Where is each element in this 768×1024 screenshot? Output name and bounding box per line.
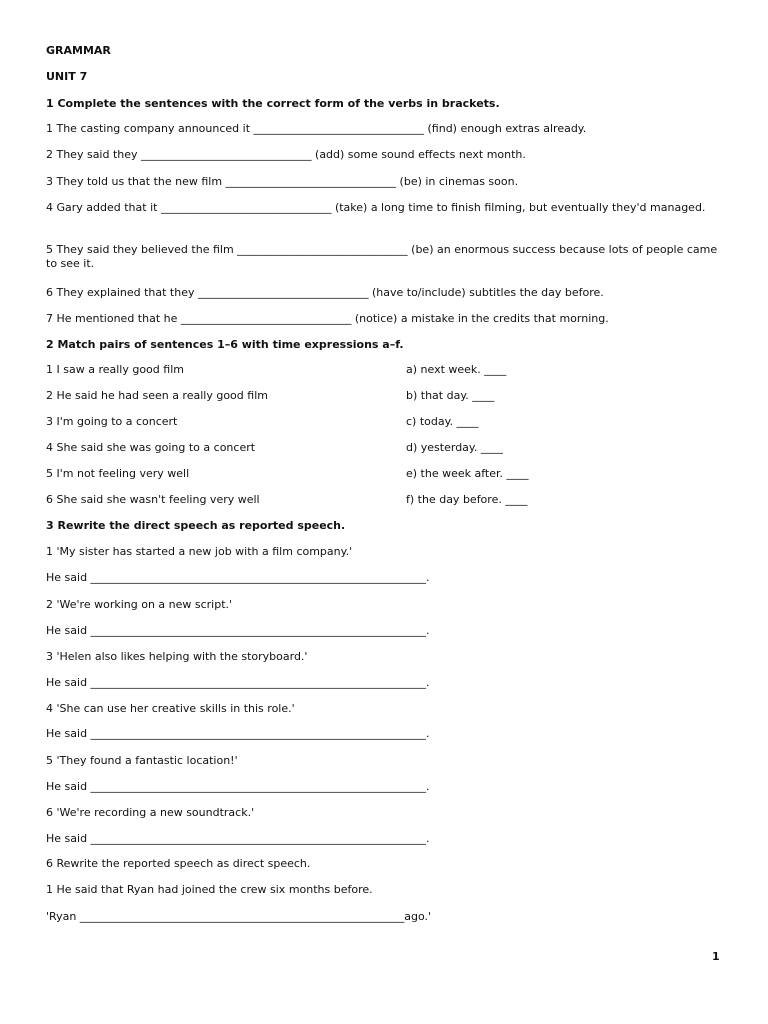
- ex2-sentence: 3 I'm going to a concert: [46, 415, 178, 428]
- ex1-item: 2 They said they _______________________________ (add) some sound effects next month.: [46, 148, 526, 161]
- ex2-time-expression: b) that day. ____: [406, 389, 495, 402]
- ex2-sentence: 2 He said he had seen a really good film: [46, 389, 268, 402]
- ex2-time-expression: a) next week. ____: [406, 363, 507, 376]
- ex3-answer-line: He said _____________________________________________________________.: [46, 727, 430, 740]
- ex3-title: 3 Rewrite the direct speech as reported speech.: [46, 519, 346, 532]
- ex1-item: 6 They explained that they _______________________________ (have to/include) subtitles the day before.: [46, 286, 604, 299]
- ex3-answer-line: He said _____________________________________________________________.: [46, 676, 430, 689]
- ex3-prompt: 6 'We're recording a new soundtrack.': [46, 806, 255, 819]
- ex2-time-expression: d) yesterday. ____: [406, 441, 503, 454]
- ex4-prompt: 1 He said that Ryan had joined the crew six months before.: [46, 883, 373, 896]
- ex3-prompt: 3 'Helen also likes helping with the storyboard.': [46, 650, 308, 663]
- ex3-prompt: 2 'We're working on a new script.': [46, 598, 233, 611]
- ex2-sentence: 5 I'm not feeling very well: [46, 467, 190, 480]
- ex3-answer-line: He said _____________________________________________________________.: [46, 780, 430, 793]
- ex2-sentence: 1 I saw a really good film: [46, 363, 184, 376]
- ex1-item: 4 Gary added that it _______________________________ (take) a long time to finish filming, but eventually they'd managed.: [46, 201, 706, 214]
- ex4-answer-line: 'Ryan ___________________________________________________________ago.': [46, 910, 432, 923]
- ex2-sentence: 6 She said she wasn't feeling very well: [46, 493, 260, 506]
- ex2-time-expression: c) today. ____: [406, 415, 479, 428]
- page-number: 1: [712, 950, 720, 963]
- ex2-time-expression: f) the day before. ____: [406, 493, 528, 506]
- ex2-sentence: 4 She said she was going to a concert: [46, 441, 256, 454]
- ex2-title: 2 Match pairs of sentences 1–6 with time expressions a–f.: [46, 338, 404, 351]
- ex3-prompt: 5 'They found a fantastic location!': [46, 754, 238, 767]
- ex4-title: 6 Rewrite the reported speech as direct speech.: [46, 857, 311, 870]
- ex3-prompt: 1 'My sister has started a new job with a film company.': [46, 545, 353, 558]
- ex3-prompt: 4 'She can use her creative skills in this role.': [46, 702, 295, 715]
- ex1-item: 5 They said they believed the film _______________________________ (be) an enormous success because lots of people came to see it.: [46, 243, 718, 270]
- ex1-item: 1 The casting company announced it _______________________________ (find) enough extras already.: [46, 122, 587, 135]
- ex3-answer-line: He said _____________________________________________________________.: [46, 624, 430, 637]
- ex1-title: 1 Complete the sentences with the correct form of the verbs in brackets.: [46, 97, 500, 110]
- ex3-answer-line: He said _____________________________________________________________.: [46, 571, 430, 584]
- ex3-answer-line: He said _____________________________________________________________.: [46, 832, 430, 845]
- ex1-item: 7 He mentioned that he _______________________________ (notice) a mistake in the credits that morning.: [46, 312, 609, 325]
- heading: GRAMMAR: [46, 44, 111, 57]
- unit-title: UNIT 7: [46, 70, 88, 83]
- ex2-time-expression: e) the week after. ____: [406, 467, 529, 480]
- ex1-item: 3 They told us that the new film _______________________________ (be) in cinemas soon.: [46, 175, 519, 188]
